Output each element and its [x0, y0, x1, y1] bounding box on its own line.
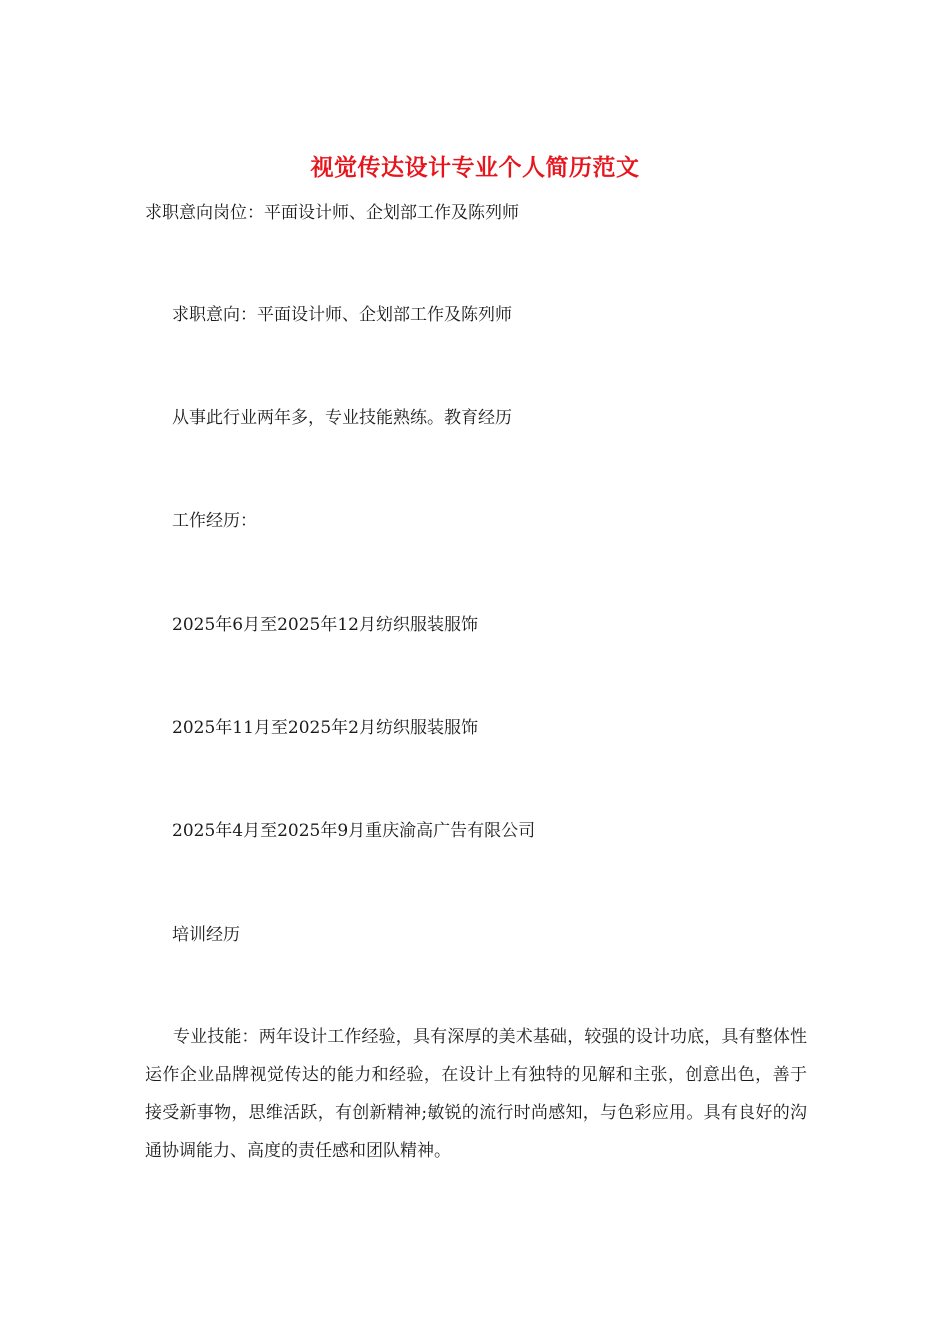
job-position-line: 求职意向岗位：平面设计师、企划部工作及陈列师 [145, 203, 519, 223]
work-experience-heading: 工作经历： [172, 511, 257, 531]
experience-summary-paragraph: 从事此行业两年多，专业技能熟练。教育经历 [172, 408, 512, 428]
document-title: 视觉传达设计专业个人简历范文 [310, 154, 640, 181]
skills-paragraph: 专业技能：两年设计工作经验，具有深厚的美术基础，较强的设计功底，具有整体性运作企业品牌视觉传达的能力和经验，在设计上有独特的见解和主张，创意出色，善于接受新事物，思维活跃，有创新精神;敏锐的流行时尚感知，与色彩应用。具有良好的沟通协调能力、高度的责任感和团队精神。 [145, 1027, 807, 1161]
job-intention-paragraph: 求职意向：平面设计师、企划部工作及陈列师 [172, 305, 512, 325]
work-entry-1: 2025年6月至2025年12月纺织服装服饰 [172, 615, 478, 635]
work-entry-3: 2025年4月至2025年9月重庆渝高广告有限公司 [172, 821, 536, 841]
training-heading: 培训经历 [172, 925, 240, 945]
work-entry-2: 2025年11月至2025年2月纺织服装服饰 [172, 718, 478, 738]
